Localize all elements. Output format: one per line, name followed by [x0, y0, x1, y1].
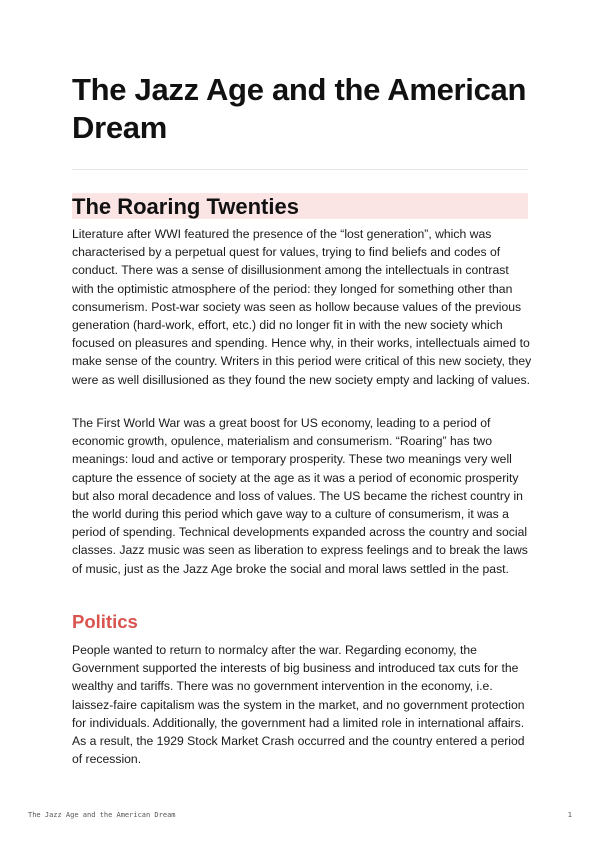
title-divider [72, 169, 528, 170]
section-heading: The Roaring Twenties [72, 194, 299, 219]
paragraph: People wanted to return to normalcy after the war. Regarding economy, the Government supported the interests of big business and introduced tax cuts for the wealthy and tariffs. There was no government intervention in the economy, i.e. laissez-faire capitalism was the system in the market, and no government protection for individuals. Additionally, the government had a limited role in international affairs. As a result, the 1929 Stock Market Crash occurred and the country entered a period of recession. [72, 643, 525, 767]
paragraph: The First World War was a great boost for US economy, leading to a period of economic growth, opulence, materialism and consumerism. “Roaring” has two meanings: loud and active or temporary prosperity. These two meanings very well capture the essence of society at the age as it was a period of economic prosperity but also moral decadence and loss of values. The US became the richest country in the world during this period which gave way to a culture of consumerism, it was a period of spending. Technical developments expanded across the country and social classes. Jazz music was seen as liberation to express feelings and to break the laws of music, just as the Jazz Age broke the social and moral laws settled in the past. [72, 416, 528, 576]
subheading-politics: Politics [72, 611, 138, 632]
footer-page-number: 1 [567, 811, 572, 819]
paragraph: Literature after WWI featured the presence of the “lost generation”, which was characterised by a perpetual quest for values, trying to find beliefs and codes of conduct. There was a sense of disillusionment among the intellectuals in contrast with the optimistic atmosphere of the period: they longed for something other than consumerism. Post-war society was seen as hollow because values of the previous generation (hard-work, effort, etc.) did no longer fit in with the new society which focused on pleasures and spending. Hence why, in their works, intellectuals aimed to make sense of the country. Writers in this period were critical of this new society, they were as well disillusioned as they found the new society empty and lacking of values. [72, 227, 532, 387]
document-title: The Jazz Age and the American Dream [72, 72, 527, 145]
footer-document-name: The Jazz Age and the American Dream [28, 811, 176, 819]
